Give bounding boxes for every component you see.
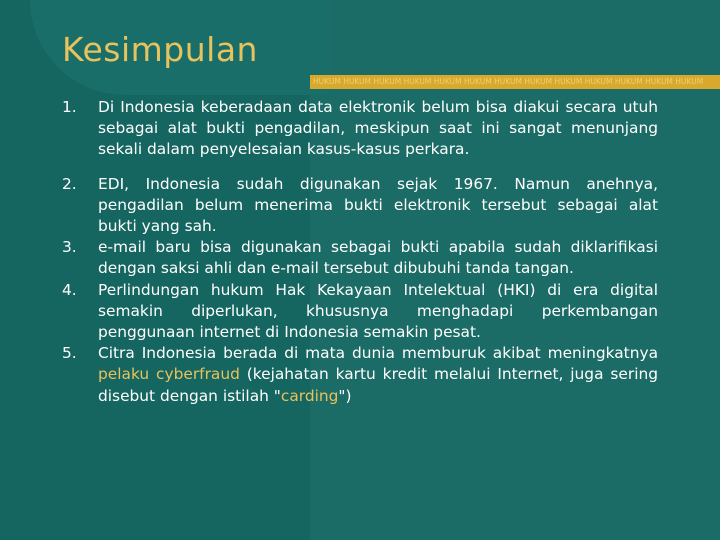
watermark-strip: HUKUM HUKUM HUKUM HUKUM HUKUM HUKUM HUKUM HUKUM HUKUM HUKUM HUKUM HUKUM HUKUM — [310, 75, 720, 89]
list-item-text: e-mail baru bisa digunakan sebagai bukti apabila sudah diklarifikasi dengan saksi ahli dan e-mail tersebut dibubuhi tanda tangan. — [98, 238, 658, 278]
list-item-number: 4. — [62, 280, 77, 299]
list-item-number: 2. — [62, 174, 77, 193]
text-segment: ") — [338, 386, 352, 405]
list-item-text: Di Indonesia keberadaan data elektronik belum bisa diakui secara utuh sebagai alat bukti pengadilan, meskipun saat ini sangat menunjang sekali dalam penyelesaian kasus-kasus perkara. — [98, 98, 658, 159]
slide-title: Kesimpulan — [62, 30, 258, 69]
list-item — [62, 237, 658, 279]
list-item-text: Perlindungan hukum Hak Kekayaan Intelektual (HKI) di era digital semakin diperlukan, khususnya menghadapi perkembangan penggunaan internet di Indonesia semakin pesat. — [98, 280, 658, 342]
text-segment: (kejahatan kartu kredit melalui Internet, juga sering disebut dengan istilah " — [98, 365, 658, 405]
list-item — [62, 280, 658, 344]
list-item-text — [98, 343, 658, 407]
highlight-term-cyberfraud: pelaku cyberfraud — [98, 365, 240, 384]
conclusion-list — [62, 97, 658, 407]
highlight-term-carding: carding — [280, 386, 339, 405]
list-item-text: EDI, Indonesia sudah digunakan sejak 1967. Namun anehnya, pengadilan belum menerima bukti elektronik tersebut sebagai alat bukti yang sah. — [98, 174, 658, 236]
list-item-number: 1. — [62, 98, 77, 116]
list-item — [62, 343, 658, 407]
list-item-number: 3. — [62, 238, 77, 257]
text-segment: Citra Indonesia berada di mata dunia memburuk akibat meningkatnya — [98, 344, 658, 363]
list-item — [62, 174, 658, 238]
list-item — [62, 97, 658, 161]
list-item-number: 5. — [62, 344, 77, 363]
